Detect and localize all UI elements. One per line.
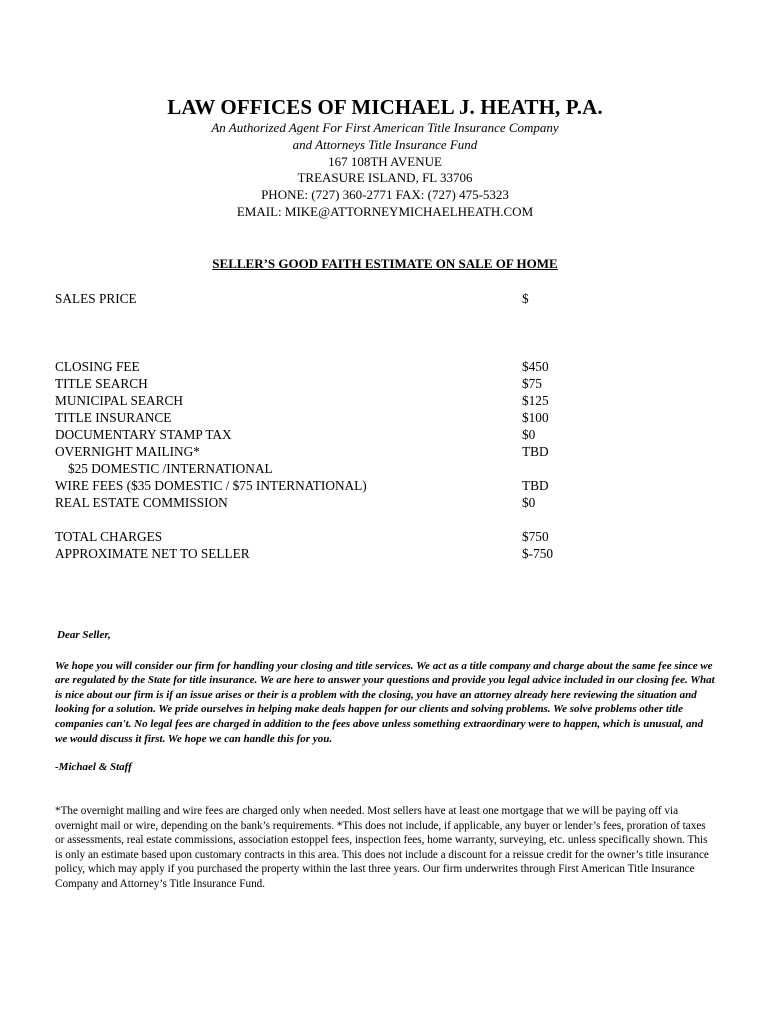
phone-fax: PHONE: (727) 360-2771 FAX: (727) 475-5323 [261,187,509,203]
fee-label: DOCUMENTARY STAMP TAX [55,427,232,442]
letter-body: We hope you will consider our firm for handling your closing and title services. We act as a title company and charge about the same fee since we are regulated by the State for title insurance. We are here to answer your questions and provide you legal advice included in our closing fee. What is nice about our firm is if an issue arises or their is a problem with the closing, you have an attorney already here reviewing the situation and looking for a solution. We pride ourselves in helping make deals happen for our clients and solving problems. We solve problems other title companies can't. No legal fees are charged in addition to the fees above unless something extraordinary were to happen, which is unusual, and we would discuss it first. We hope we can handle this for you. [55,659,715,745]
total-value: $750 [522,529,549,544]
total-value: $-750 [522,546,554,561]
address-line-2: TREASURE ISLAND, FL 33706 [297,170,473,186]
total-charges-row [55,528,715,545]
total-label: TOTAL CHARGES [55,529,163,544]
fee-row-wire-fees [55,477,715,494]
address-line-1: 167 108TH AVENUE [328,153,442,169]
fee-row-closing-fee [55,358,715,375]
fee-list [55,358,715,511]
fee-value: $75 [522,376,542,391]
fee-label: MUNICIPAL SEARCH [55,393,183,408]
fee-label: TITLE INSURANCE [55,410,172,425]
net-to-seller-row [55,545,715,562]
fee-value: $125 [522,393,549,408]
letterhead [0,94,770,221]
fee-label: WIRE FEES ($35 DOMESTIC / $75 INTERNATIONAL) [55,478,367,493]
seller-letter [55,628,715,775]
fee-value: TBD [522,478,549,493]
fee-value: $100 [522,410,549,425]
fee-label: OVERNIGHT MAILING* [55,444,200,459]
sales-price-row [55,290,715,308]
sales-price-label: SALES PRICE [55,291,137,306]
fee-row-overnight-mailing [55,443,715,460]
fee-row-municipal-search [55,392,715,409]
fee-value: $450 [522,359,549,374]
totals-list [55,528,715,562]
sales-price-value: $ [522,291,529,306]
fee-value: TBD [522,444,549,459]
letter-signoff: -Michael & Staff [55,761,132,774]
fee-label: CLOSING FEE [55,359,140,374]
fee-value: $0 [522,427,536,442]
footnote-text: *The overnight mailing and wire fees are charged only when needed. Most sellers have at least one mortgage that we will be paying off via overnight mail or wire, depending on the bank’s requirements. *This does not include, if applicable, any buyer or lender’s fees, proration of taxes or assessments, real estate commissions, association estoppel fees, inspection fees, home warranty, surveying, etc. unless specifically shown. This is only an estimate based upon customary contracts in this area. This does not include a discount for a reissue credit for the owner’s title insurance policy, which may apply if you purchased the property within the last three years. Our firm underwrites through First American Title Insurance Company and Attorney’s Title Insurance Fund. [55,805,709,890]
email-line: EMAIL: MIKE@ATTORNEYMICHAELHEATH.COM [236,203,534,219]
fee-label: $25 DOMESTIC /INTERNATIONAL [68,461,273,476]
fee-row-real-estate-commission [55,494,715,511]
total-label: APPROXIMATE NET TO SELLER [55,546,250,561]
agent-line-1: An Authorized Agent For First American Title Insurance Company [211,120,559,135]
agent-line-2: and Attorneys Title Insurance Fund [292,136,478,152]
fee-label: REAL ESTATE COMMISSION [55,495,228,510]
fee-row-mailing-detail [55,460,715,477]
letter-greeting: Dear Seller, [57,629,111,641]
fee-label: TITLE SEARCH [55,376,148,391]
fee-row-documentary-stamp-tax [55,426,715,443]
firm-name: LAW OFFICES OF MICHAEL J. HEATH, P.A. [167,95,603,119]
document-title: SELLER’S GOOD FAITH ESTIMATE ON SALE OF HOME [212,256,558,271]
fee-value: $0 [522,495,536,510]
fee-row-title-insurance [55,409,715,426]
fee-row-title-search [55,375,715,392]
